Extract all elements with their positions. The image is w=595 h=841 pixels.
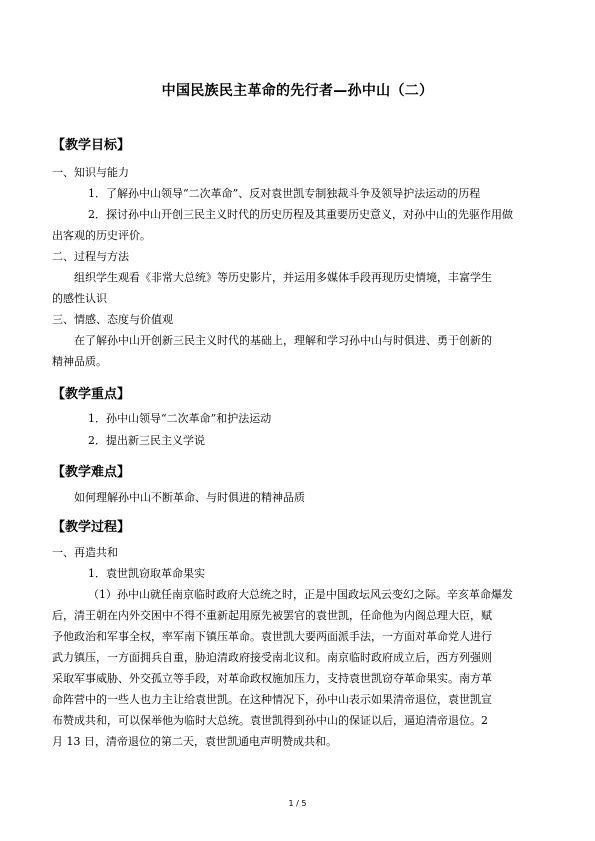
key-point-1: 1．孙中山领导“二次革命”和护法运动 <box>88 412 272 425</box>
page-number: 1 / 5 <box>288 799 307 808</box>
goal-process-cont: 的感性认识 <box>52 292 107 305</box>
goal-knowledge-2-cont: 出客观的历史评价。 <box>52 229 151 242</box>
goal-knowledge-2: 2．探讨孙中山开创三民主义时代的历史历程及其重要历史意义，对孙中山的先驱作用做 <box>88 208 513 221</box>
paragraph-line: 月 13 日，清帝退位的第二天，袁世凯通电声明赞成共和。 <box>52 735 337 748</box>
paragraph-line: 命阵营中的一些人也力主让给袁世凯。在这种情况下，孙中山表示如果清帝退位，袁世凯宣 <box>52 693 492 706</box>
goal-knowledge-1: 1．了解孙中山领导“二次革命”、反对袁世凯专制独裁斗争及领导护法运动的历程 <box>88 187 481 200</box>
heading-teaching-goals: 【教学目标】 <box>52 138 131 153</box>
subheading-knowledge: 一、知识与能力 <box>52 166 129 179</box>
goal-values-cont: 精神品质。 <box>52 355 107 368</box>
process-sub-1: 1．袁世凯窃取革命果实 <box>88 567 205 580</box>
heading-teaching-process: 【教学过程】 <box>52 520 131 535</box>
difficulty-1: 如何理解孙中山不断革命、与时俱进的精神品质 <box>74 491 305 504</box>
paragraph-line: 布赞成共和，可以保举他为临时大总统。袁世凯得到孙中山的保证以后，逼迫清帝退位。2 <box>52 714 488 727</box>
goal-values: 在了解孙中山开创新三民主义时代的基础上，理解和学习孙中山与时俱进、勇于创新的 <box>74 334 492 347</box>
paragraph-line: 予他政治和军事全权，率军南下镇压革命。袁世凯大要两面派手法，一方面对革命党人进行 <box>52 630 492 643</box>
paragraph-line: （1）孙中山就任南京临时政府大总统之时，正是中国政坛风云变幻之际。辛亥革命爆发 <box>88 588 513 601</box>
process-part-1: 一、再造共和 <box>52 546 118 559</box>
subheading-values: 三、情感、态度与价值观 <box>52 313 173 326</box>
heading-key-points: 【教学重点】 <box>52 387 131 402</box>
page-title: 中国民族民主革命的先行者—孙中山（二） <box>161 83 434 99</box>
paragraph-line: 采取军事威胁、外交孤立等手段，对革命政权施加压力，支持袁世凯窃夺革命果实。南方革 <box>52 672 492 685</box>
heading-difficulties: 【教学难点】 <box>52 465 131 480</box>
subheading-process-method: 二、过程与方法 <box>52 250 129 263</box>
paragraph-line: 后，清王朝在内外交困中不得不重新起用原先被罢官的袁世凯，任命他为内阁总理大臣，赋 <box>52 609 492 622</box>
key-point-2: 2．提出新三民主义学说 <box>88 434 205 447</box>
goal-process: 组织学生观看《非常大总统》等历史影片，并运用多媒体手段再现历史情境，丰富学生 <box>74 271 492 284</box>
paragraph-line: 武力镇压，一方面拥兵自重，胁迫清政府接受南北议和。南京临时政府成立后，西方列强则 <box>52 651 492 664</box>
